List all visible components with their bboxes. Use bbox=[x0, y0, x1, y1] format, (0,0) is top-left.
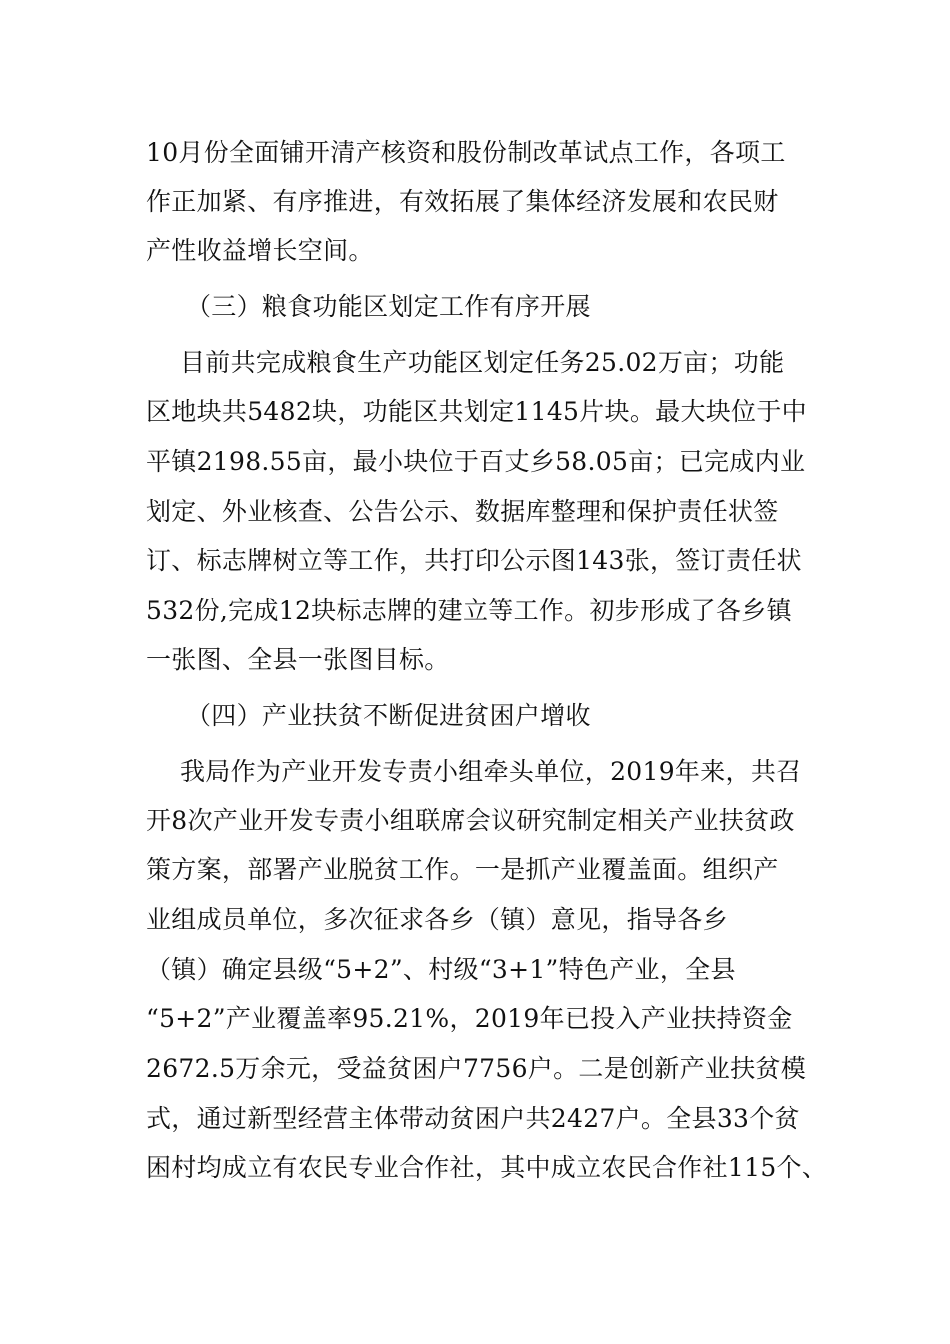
section-heading: （三）粮食功能区划定工作有序开展 bbox=[186, 292, 591, 321]
paragraph-line: 产性收益增长空间。 bbox=[146, 236, 374, 265]
paragraph-line: 困村均成立有农民专业合作社，其中成立农民合作社115个、 bbox=[146, 1153, 828, 1182]
paragraph-line: 10月份全面铺开清产核资和股份制改革试点工作，各项工 bbox=[146, 138, 786, 167]
paragraph-line: 532份,完成12块标志牌的建立等工作。初步形成了各乡镇 bbox=[146, 596, 792, 625]
paragraph-line: （镇）确定县级“5+2”、村级“3+1”特色产业，全县 bbox=[146, 955, 736, 984]
paragraph-line: 一张图、全县一张图目标。 bbox=[146, 645, 450, 674]
paragraph-line: 业组成员单位，多次征求各乡（镇）意见，指导各乡 bbox=[146, 905, 728, 934]
section-heading: （四）产业扶贫不断促进贫困户增收 bbox=[186, 701, 591, 730]
paragraph-line: 订、标志牌树立等工作，共打印公示图143张，签订责任状 bbox=[146, 546, 802, 575]
paragraph-line: 平镇2198.55亩，最小块位于百丈乡58.05亩；已完成内业 bbox=[146, 447, 806, 476]
paragraph-line: 策方案，部署产业脱贫工作。一是抓产业覆盖面。组织产 bbox=[146, 855, 779, 884]
paragraph-line: 作正加紧、有序推进，有效拓展了集体经济发展和农民财 bbox=[146, 187, 779, 216]
paragraph-line: 式，通过新型经营主体带动贫困户共2427户。全县33个贫 bbox=[146, 1104, 800, 1133]
paragraph-line: 区地块共5482块，功能区共划定1145片块。最大块位于中 bbox=[146, 397, 807, 426]
paragraph-line: 目前共完成粮食生产功能区划定任务25.02万亩；功能 bbox=[180, 348, 785, 377]
paragraph-line: 2672.5万余元，受益贫困户7756户。二是创新产业扶贫模 bbox=[146, 1054, 807, 1083]
paragraph-line: 开8次产业开发专责小组联席会议研究制定相关产业扶贫政 bbox=[146, 806, 795, 835]
paragraph-line: 划定、外业核查、公告公示、数据库整理和保护责任状签 bbox=[146, 497, 779, 526]
paragraph-line: “5+2”产业覆盖率95.21%，2019年已投入产业扶持资金 bbox=[146, 1004, 793, 1033]
paragraph-line: 我局作为产业开发专责小组牵头单位，2019年来，共召 bbox=[180, 757, 802, 786]
